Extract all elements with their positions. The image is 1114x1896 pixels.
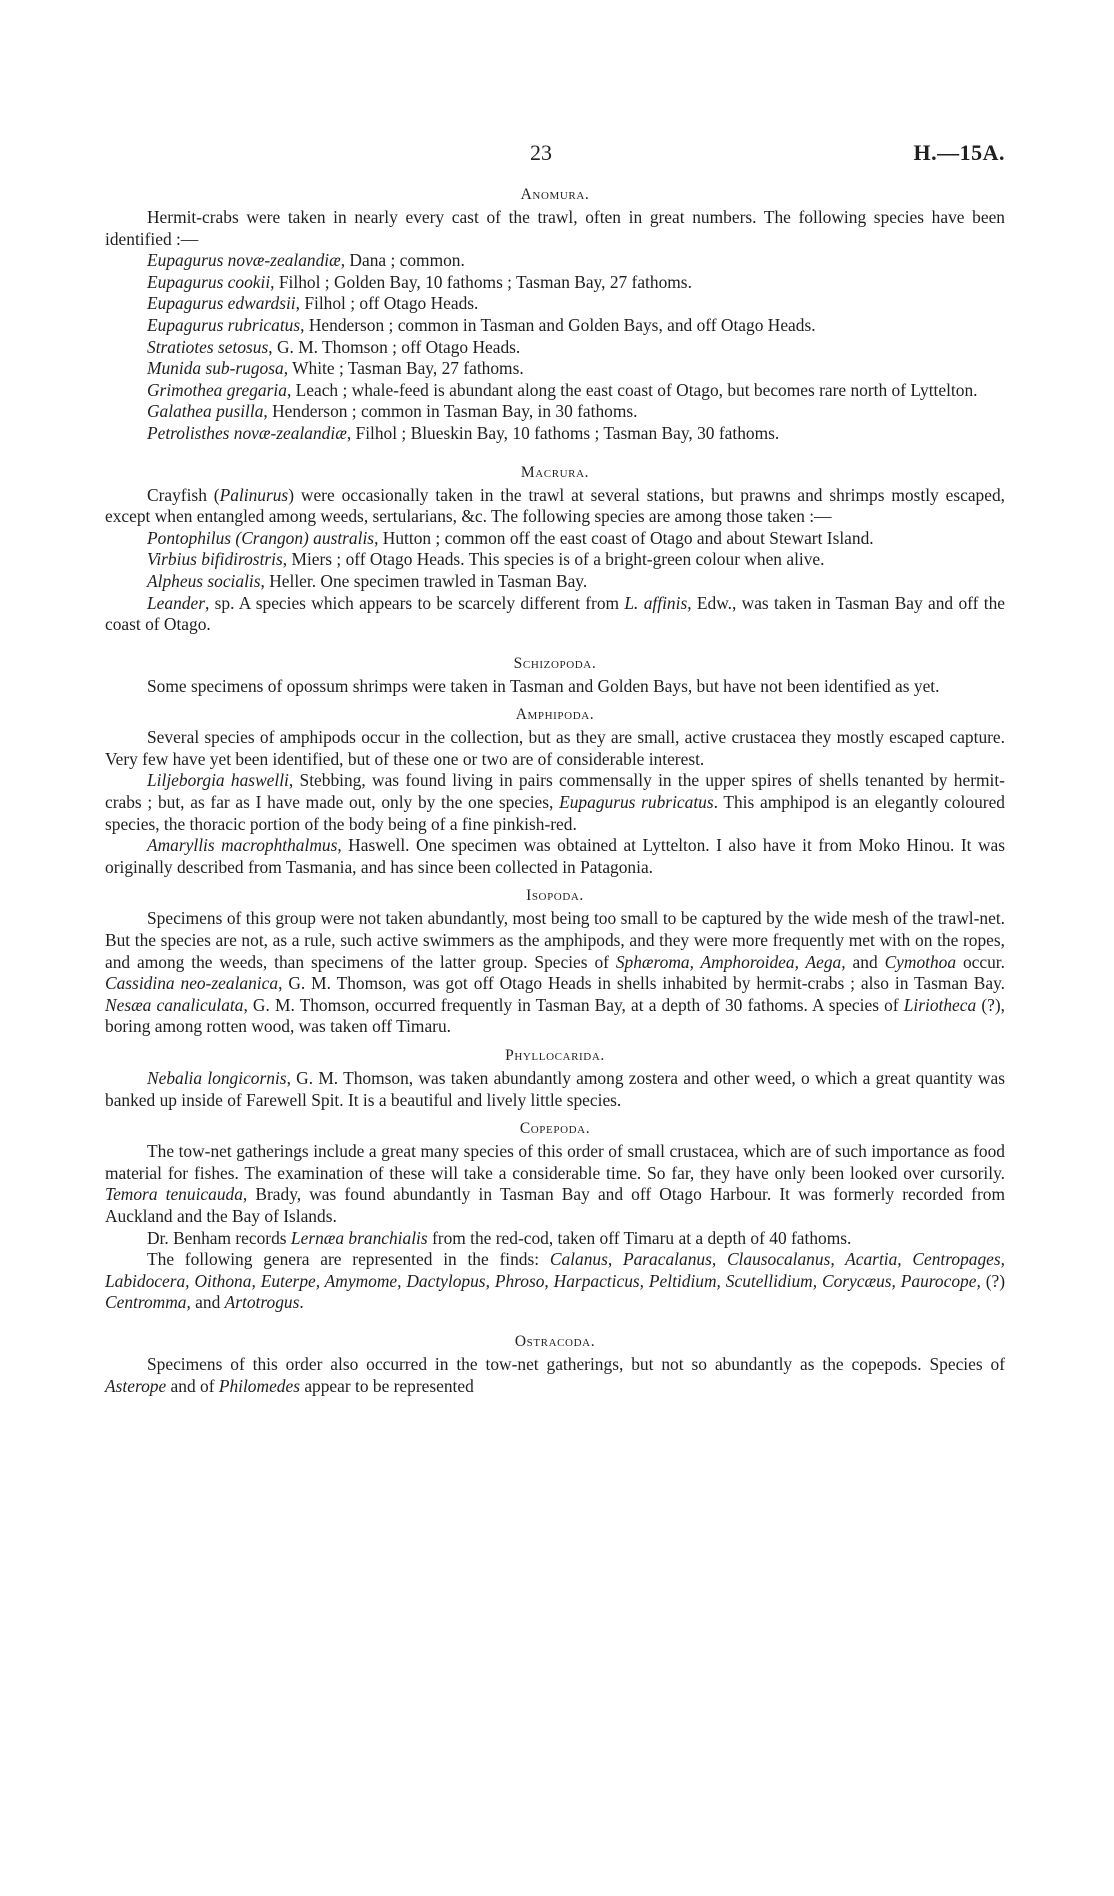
- paragraph: [105, 358, 1005, 380]
- section-anomura: [105, 183, 1005, 445]
- paragraph: [105, 571, 1005, 593]
- section-ostracoda: [105, 1330, 1005, 1397]
- paragraph: [105, 908, 1005, 1038]
- section-heading: Copepoda.: [519, 1120, 591, 1138]
- italic-text: Artotrogus: [224, 1292, 300, 1313]
- paragraph: [105, 528, 1005, 550]
- text-run: The following genera are represented in the finds:: [147, 1249, 550, 1270]
- text-run: , Dana ; common.: [340, 250, 465, 271]
- text-run: , G. M. Thomson ; off Otago Heads.: [268, 336, 521, 357]
- italic-text: Eupagurus rubricatus: [559, 792, 714, 813]
- italic-text: Nesæa canaliculata: [105, 994, 244, 1015]
- text-run: , Henderson ; common in Tasman Bay, in 30 fathoms.: [263, 401, 638, 422]
- section-heading: Ostracoda.: [514, 1332, 596, 1350]
- italic-text: Calanus, Paracalanus, Clausocalanus, Acartia, Centropages, Labidocera, Oithona, Euterpe, Amymome, Dactylopus, Phroso, Harpacticus, Peltidium, Scutellidium, Corycæus, Paurocope,: [105, 1249, 1005, 1291]
- section-heading: Amphipoda.: [515, 706, 595, 724]
- text-run: , Haswell. One specimen was obtained at Lyttelton. I also have it from Moko Hinou. It was originally described from Tasmania, and has since been collected in Patagonia.: [105, 835, 1005, 877]
- paragraph: [105, 549, 1005, 571]
- text-run: , Heller. One specimen trawled in Tasman Bay.: [260, 570, 588, 591]
- italic-text: Liljeborgia haswelli: [147, 770, 289, 791]
- italic-text: L. affinis: [624, 592, 688, 613]
- text-run: , sp. A species which appears to be scarcely different from: [204, 592, 625, 613]
- italic-text: Stratiotes setosus: [147, 336, 269, 357]
- text-run: The tow-net gatherings include a great many species of this order of small crustacea, which are of such importance as food material for fishes. The examination of these will take a considerable time. So far, they have only been looked over cursorily.: [105, 1141, 1005, 1183]
- paragraph: [105, 1249, 1005, 1314]
- text-run: Specimens of this group were not taken abundantly, most being too small to be captured by the wide mesh of the trawl-net. But the species are not, as a rule, such active swimmers as the amphipods, and they were more frequently met with on the ropes, and among the weeds, than specimens of the latter group. Species of: [105, 908, 1005, 972]
- italic-text: Asterope: [105, 1375, 167, 1396]
- italic-text: Grimothea gregaria: [147, 379, 287, 400]
- document-code: H.—15A.: [913, 140, 1005, 165]
- section-isopoda: [105, 884, 1005, 1038]
- italic-text: Amaryllis macrophthalmus: [147, 835, 338, 856]
- section-heading: Phyllocarida.: [505, 1047, 605, 1064]
- paragraph: [105, 250, 1005, 272]
- text-run: , White ; Tasman Bay, 27 fathoms.: [283, 358, 524, 379]
- text-run: , Edw., was taken in Tasman Bay and off the coast of Otago.: [105, 592, 1005, 635]
- paragraph: [105, 1141, 1005, 1227]
- italic-text: Liriotheca: [903, 994, 977, 1015]
- text-run: Specimens of this order also occurred in the tow-net gatherings, but not so abundantly as the copepods. Species of: [147, 1353, 1005, 1374]
- paragraph: [105, 337, 1005, 359]
- paragraph: [105, 207, 1005, 250]
- italic-text: Eupagurus edwardsii: [147, 293, 296, 314]
- paragraph: [105, 676, 1005, 698]
- section-heading: Macrura.: [520, 463, 590, 481]
- text-run: , G. M. Thomson, was taken abundantly among zostera and other weed, o which a great quantity was banked up inside of Farewell Spit. It is a beautiful and lively little species.: [105, 1068, 1005, 1110]
- italic-text: Nebalia longicornis: [147, 1068, 287, 1088]
- text-run: (?): [980, 1270, 1006, 1291]
- italic-text: Lernæa branchialis: [290, 1227, 428, 1248]
- text-run: , Leach ; whale-feed is abundant along the east coast of Otago, but becomes rare north of Lyttelton.: [286, 379, 978, 400]
- paragraph: [105, 423, 1005, 445]
- italic-text: Leander: [147, 592, 205, 613]
- italic-text: Eupagurus cookii: [147, 271, 271, 292]
- paragraph: [105, 770, 1005, 835]
- page-header: [0, 140, 1114, 170]
- text-run: , Henderson ; common in Tasman and Golden Bays, and off Otago Heads.: [300, 314, 816, 335]
- page-number: 23: [530, 140, 552, 165]
- section-schizopoda: [105, 652, 1005, 698]
- paragraph: [105, 1068, 1005, 1111]
- paragraph: [105, 272, 1005, 294]
- text-run: Crayfish (: [147, 484, 220, 505]
- section-copepoda: [105, 1117, 1005, 1314]
- italic-text: Temora tenuicauda: [105, 1184, 243, 1205]
- paragraph: [105, 315, 1005, 337]
- text-run: , Brady, was found abundantly in Tasman Bay and off Otago Harbour. It was formerly recorded from Auckland and the Bay of Islands.: [105, 1184, 1005, 1226]
- italic-text: Pontophilus (Crangon) australis: [147, 527, 375, 548]
- text-run: ) were occasionally taken in the trawl at several stations, but prawns and shrimps mostly escaped, except when entangled among weeds, sertularians, &c. The following species are among those taken :—: [105, 484, 1006, 527]
- section-heading: Isopoda.: [526, 887, 584, 905]
- text-run: , G. M. Thomson, occurred frequently in Tasman Bay, at a depth of 30 fathoms. A species of: [243, 994, 904, 1015]
- text-run: , Filhol ; Blueskin Bay, 10 fathoms ; Tasman Bay, 30 fathoms.: [346, 422, 780, 443]
- italic-text: Philomedes: [218, 1375, 300, 1396]
- section-macrura: [105, 461, 1005, 636]
- text-run: , Hutton ; common off the east coast of Otago and about Stewart Island.: [374, 527, 874, 548]
- text-run: Several species of amphipods occur in the collection, but as they are small, active crustacea they mostly escaped capture. Very few have yet been identified, but of these one or two are of considerable interest.: [105, 727, 1005, 769]
- text-run: , Filhol ; Golden Bay, 10 fathoms ; Tasman Bay, 27 fathoms.: [270, 271, 692, 292]
- italic-text: Virbius bifidirostris: [147, 549, 283, 570]
- paragraph: [105, 293, 1005, 315]
- italic-text: Eupagurus rubricatus: [147, 314, 301, 335]
- italic-text: Alpheus socialis: [147, 570, 261, 591]
- italic-text: Cymothoa: [884, 951, 957, 972]
- paragraph: [105, 593, 1005, 636]
- paragraph: [105, 727, 1005, 770]
- text-run: occur.: [956, 951, 1005, 972]
- italic-text: Centromma,: [105, 1292, 191, 1313]
- text-run: , G. M. Thomson, was got off Otago Heads in shells inhabited by hermit-crabs ; also in Tasman Bay.: [278, 973, 1005, 994]
- italic-text: Munida sub-rugosa: [147, 358, 284, 379]
- text-run: , Miers ; off Otago Heads. This species is of a bright-green colour when alive.: [282, 549, 825, 570]
- italic-text: Sphæroma, Amphoroidea, Aega,: [615, 951, 846, 972]
- section-heading: Schizopoda.: [513, 654, 597, 672]
- text-run: .: [299, 1292, 304, 1313]
- text-run: appear to be represented: [299, 1375, 474, 1396]
- text-run: (?), boring among rotten wood, was taken off Timaru.: [105, 994, 1005, 1037]
- text-run: and: [845, 951, 885, 972]
- text-run: and of: [166, 1375, 219, 1396]
- italic-text: Petrolisthes novæ-zealandiæ: [147, 422, 347, 443]
- section-amphipoda: [105, 703, 1005, 878]
- section-phyllocarida: [105, 1044, 1005, 1111]
- paragraph: [105, 485, 1005, 528]
- text-run: from the red-cod, taken off Timaru at a depth of 40 fathoms.: [427, 1227, 852, 1248]
- text-run: Hermit-crabs were taken in nearly every cast of the trawl, often in great numbers. The following species have been identified :—: [105, 207, 1005, 249]
- paragraph: [105, 380, 1005, 402]
- italic-text: Galathea pusilla: [147, 401, 264, 422]
- document-body: [105, 183, 1005, 1397]
- paragraph: [105, 1228, 1005, 1250]
- text-run: Dr. Benham records: [147, 1227, 291, 1248]
- italic-text: Palinurus: [219, 484, 289, 505]
- italic-text: Cassidina neo-zealanica: [105, 973, 279, 994]
- paragraph: [105, 1354, 1005, 1397]
- paragraph: [105, 835, 1005, 878]
- text-run: Some specimens of opossum shrimps were taken in Tasman and Golden Bays, but have not been identified as yet.: [147, 675, 940, 696]
- text-run: . This amphipod is an elegantly coloured species, the thoracic portion of the body being of a fine pinkish-red.: [105, 792, 1005, 834]
- text-run: , Stebbing, was found living in pairs commensally in the upper spires of shells tenanted by hermit-crabs ; but, as far as I have made out, only by the one species,: [105, 770, 1005, 813]
- text-run: and: [190, 1292, 225, 1313]
- italic-text: Eupagurus novæ-zealandiæ: [147, 250, 341, 271]
- section-heading: Anomura.: [520, 186, 590, 203]
- paragraph: [105, 401, 1005, 423]
- text-run: , Filhol ; off Otago Heads.: [295, 293, 479, 314]
